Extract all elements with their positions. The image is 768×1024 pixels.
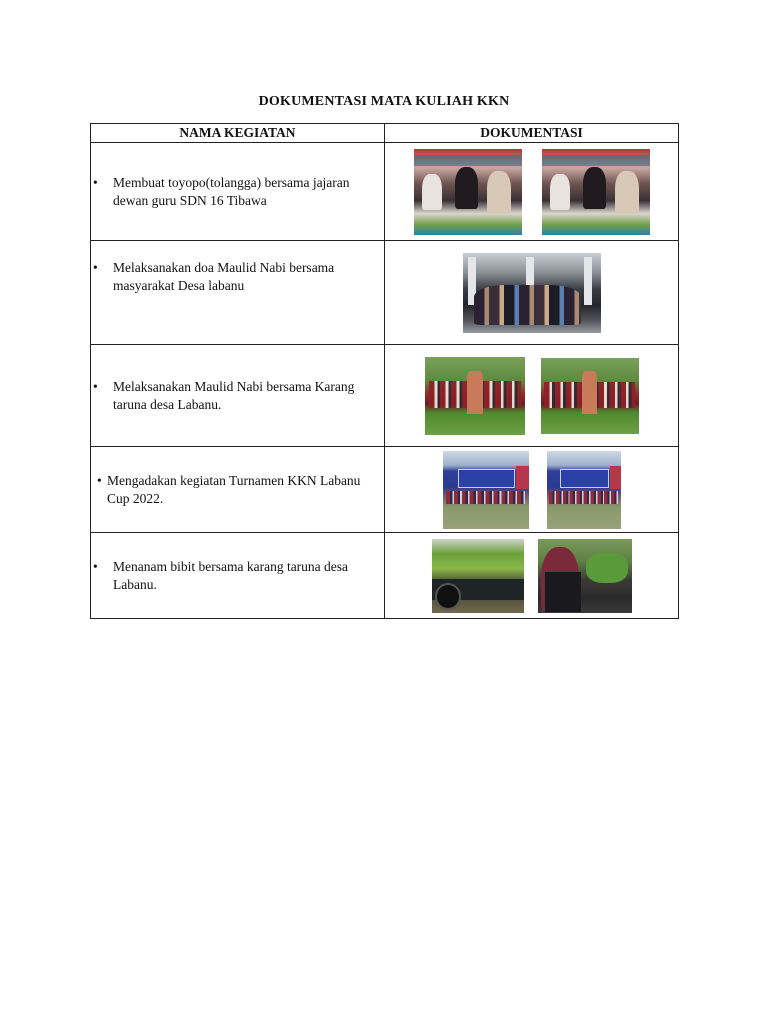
- activity-cell: [91, 241, 385, 345]
- documentation-table: [90, 123, 679, 619]
- classroom-photo: [542, 149, 650, 235]
- photo-cell: [385, 533, 679, 619]
- activity-text: Mengadakan kegiatan Turnamen KKN Labanu Cup 2022.: [107, 472, 361, 506]
- tournament-photo: [443, 451, 529, 529]
- photo-cell: [385, 447, 679, 533]
- activity-text: Menanam bibit bersama karang taruna desa Labanu.: [113, 558, 349, 592]
- photo-cell: [385, 143, 679, 241]
- maulid-group-photo: [425, 357, 525, 435]
- header-documentation: DOKUMENTASI: [385, 124, 679, 143]
- document-title: DOKUMENTASI MATA KULIAH KKN: [258, 94, 510, 109]
- activity-cell: [91, 345, 385, 447]
- planting-photo: [432, 539, 524, 613]
- tournament-photo: [547, 451, 621, 529]
- header-activity-name: NAMA KEGIATAN: [91, 124, 385, 143]
- activity-cell: [91, 143, 385, 241]
- activity-text: Membuat toyopo(tolangga) bersama jajaran dewan guru SDN 16 Tibawa: [113, 174, 350, 208]
- activity-cell: [91, 533, 385, 619]
- table-header-row: [91, 124, 679, 143]
- bullet: •: [93, 558, 98, 574]
- table-row: [91, 143, 679, 241]
- table-row: [91, 345, 679, 447]
- doa-gathering-photo: [463, 253, 601, 333]
- classroom-photo: [414, 149, 522, 235]
- bullet: •: [93, 260, 98, 275]
- photo-cell: [385, 345, 679, 447]
- activity-cell: [91, 447, 385, 533]
- bullet: •: [97, 472, 102, 488]
- photo-cell: [385, 241, 679, 345]
- table-row: [91, 447, 679, 533]
- table-row: [91, 241, 679, 345]
- bullet: •: [93, 174, 98, 190]
- bullet: •: [93, 378, 98, 394]
- maulid-group-photo: [541, 358, 639, 434]
- activity-text: Melaksanakan doa Maulid Nabi bersama masyarakat Desa labanu: [113, 260, 335, 293]
- table-row: [91, 533, 679, 619]
- activity-text: Melaksanakan Maulid Nabi bersama Karang taruna desa Labanu.: [113, 378, 355, 412]
- planting-photo: [538, 539, 632, 613]
